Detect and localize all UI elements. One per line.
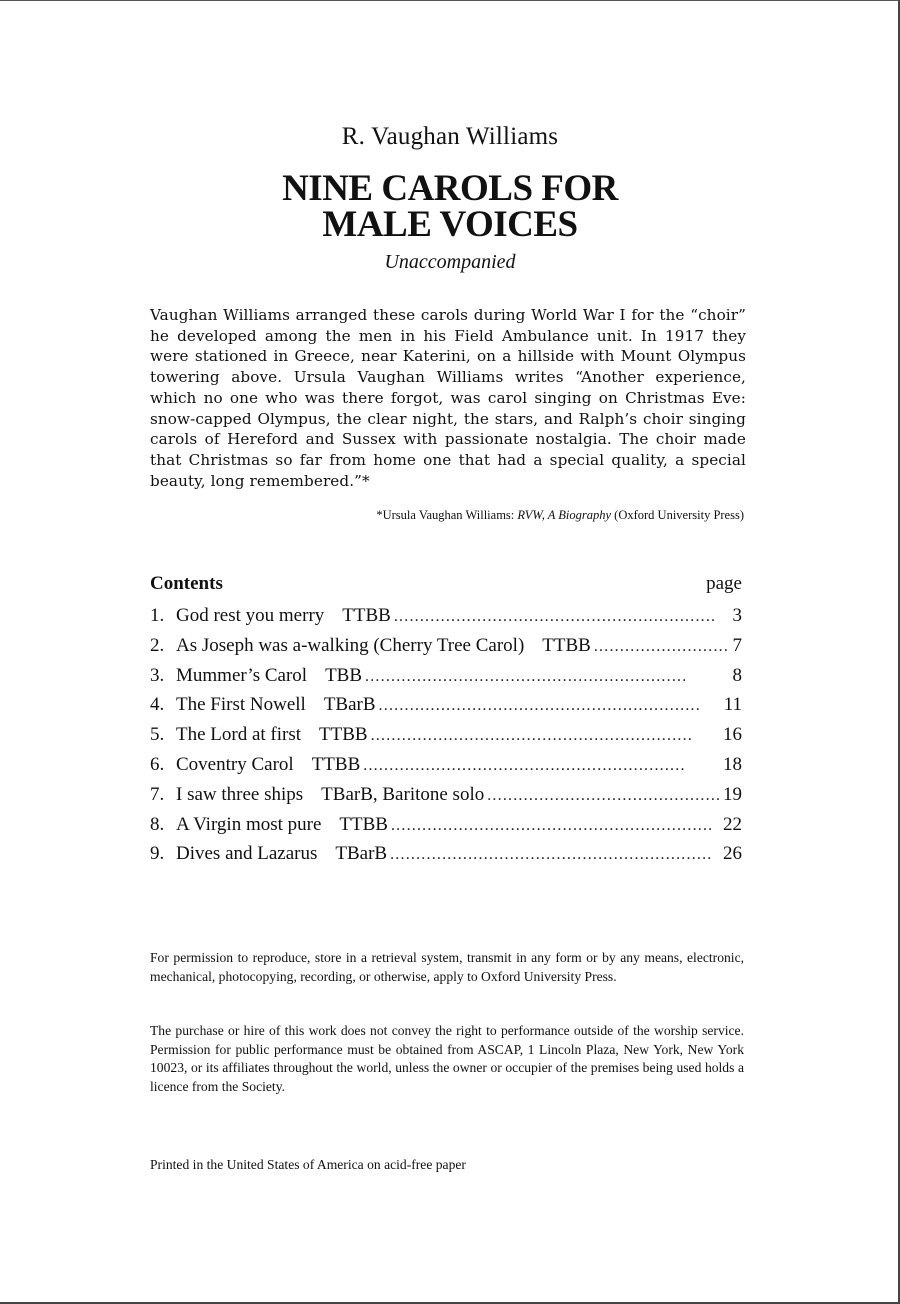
contents-header bbox=[150, 573, 742, 595]
toc-title: God rest you merry bbox=[176, 605, 325, 626]
subtitle: Unaccompanied bbox=[384, 251, 516, 273]
toc-voicing: TTBB bbox=[542, 634, 591, 656]
toc-entry bbox=[150, 843, 742, 873]
toc-title: A Virgin most pure bbox=[176, 813, 322, 835]
toc-leader bbox=[594, 638, 730, 656]
footnote-book: RVW, A Biography bbox=[517, 508, 612, 522]
intro-paragraph: Vaughan Williams arranged these carols during World War I for the “choir” he developed among the men in his Field Ambulance unit. In 1917 they were stationed in Greece, near Katerini, on a hillside with Mount Olympus towering above. Ursula Vaughan Williams writes “Another experience, which no one who was there forgot, was carol singing on Christmas Eve: snow-capped Olympus, the clear night, the stars, and Ralph’s choir singing carols of Hereford and Sussex with passionate nostalgia. The choir made that Christmas so far from home one that had a special quality, a special beauty, long remembered.”* bbox=[150, 306, 746, 490]
toc-number: 1. bbox=[150, 605, 165, 626]
toc-entry bbox=[150, 635, 742, 665]
footnote bbox=[150, 508, 744, 523]
toc-leader bbox=[363, 757, 720, 775]
toc-leader bbox=[390, 846, 720, 864]
toc-voicing: TTBB bbox=[319, 724, 368, 746]
toc-title: I saw three ships bbox=[176, 783, 304, 805]
toc-page: 22 bbox=[723, 813, 742, 835]
toc-entry bbox=[150, 724, 742, 754]
toc-entry bbox=[150, 605, 742, 635]
toc-voicing: TBarB bbox=[335, 843, 388, 865]
toc-leader bbox=[487, 787, 720, 805]
toc-title: Mummer’s Carol bbox=[176, 664, 308, 686]
footnote-publisher: (Oxford University Press) bbox=[614, 508, 744, 522]
toc-number: 3. bbox=[150, 664, 165, 686]
page-column-label: page bbox=[706, 573, 742, 594]
toc-title: Coventry Carol bbox=[176, 753, 294, 775]
toc-voicing: TTBB bbox=[339, 813, 388, 835]
toc-entry bbox=[150, 754, 742, 784]
toc-page: 3 bbox=[732, 605, 742, 626]
page-title bbox=[0, 168, 900, 245]
toc-entry bbox=[150, 694, 742, 724]
printed-notice: Printed in the United States of America on acid-free paper bbox=[150, 1157, 466, 1172]
toc-page: 16 bbox=[723, 724, 742, 746]
toc-title: Dives and Lazarus bbox=[176, 843, 318, 865]
toc-page: 8 bbox=[732, 664, 742, 686]
toc-page: 19 bbox=[723, 783, 742, 805]
toc-title: The Lord at first bbox=[176, 724, 302, 746]
toc-title: As Joseph was a-walking (Cherry Tree Carol) bbox=[176, 634, 525, 656]
toc-voicing: TBB bbox=[325, 664, 363, 686]
toc-number: 4. bbox=[150, 694, 165, 716]
toc-leader bbox=[371, 727, 720, 745]
toc-voicing: TTBB bbox=[342, 605, 391, 626]
toc-voicing: TTBB bbox=[311, 753, 361, 775]
performance-notice: The purchase or hire of this work does not convey the right to performance outside of the worship service. Permission for public performance must be obtained from ASCAP, 1 Lincoln Plaza, New York, New York 10023, or its affiliates throughout the world, unless the owner or occupier of the premises being used holds a licence from the Society. bbox=[150, 1023, 744, 1094]
toc-entry bbox=[150, 665, 742, 695]
toc-page: 26 bbox=[723, 843, 742, 865]
toc-leader bbox=[394, 608, 730, 626]
toc-entry bbox=[150, 784, 742, 814]
toc-page: 11 bbox=[723, 694, 742, 716]
toc-page: 7 bbox=[732, 634, 742, 656]
title-line-1: NINE CAROLS FOR bbox=[282, 168, 618, 209]
toc-number: 7. bbox=[150, 783, 165, 805]
contents-heading: Contents bbox=[150, 573, 223, 594]
toc-page: 18 bbox=[723, 753, 742, 775]
toc-number: 6. bbox=[150, 753, 165, 775]
toc-leader bbox=[391, 817, 720, 835]
permission-notice: For permission to reproduce, store in a retrieval system, transmit in any form or by any means, electronic, mechanical, photocopying, recording, or otherwise, apply to Oxford University Press. bbox=[150, 950, 744, 984]
composer-name: R. Vaughan Williams bbox=[341, 123, 559, 150]
toc-number: 2. bbox=[150, 634, 165, 656]
footnote-author: *Ursula Vaughan Williams: bbox=[376, 508, 515, 522]
toc-leader bbox=[365, 668, 729, 686]
title-line-2: MALE VOICES bbox=[322, 204, 578, 245]
toc-number: 5. bbox=[150, 724, 165, 746]
toc-title: The First Nowell bbox=[176, 694, 306, 716]
toc-number: 8. bbox=[150, 813, 165, 835]
toc-number: 9. bbox=[150, 843, 165, 865]
toc-entry bbox=[150, 814, 742, 844]
contents-list bbox=[150, 605, 742, 873]
toc-voicing: TBarB, Baritone solo bbox=[321, 783, 485, 805]
toc-leader bbox=[379, 697, 721, 715]
toc-voicing: TBarB bbox=[323, 694, 376, 716]
